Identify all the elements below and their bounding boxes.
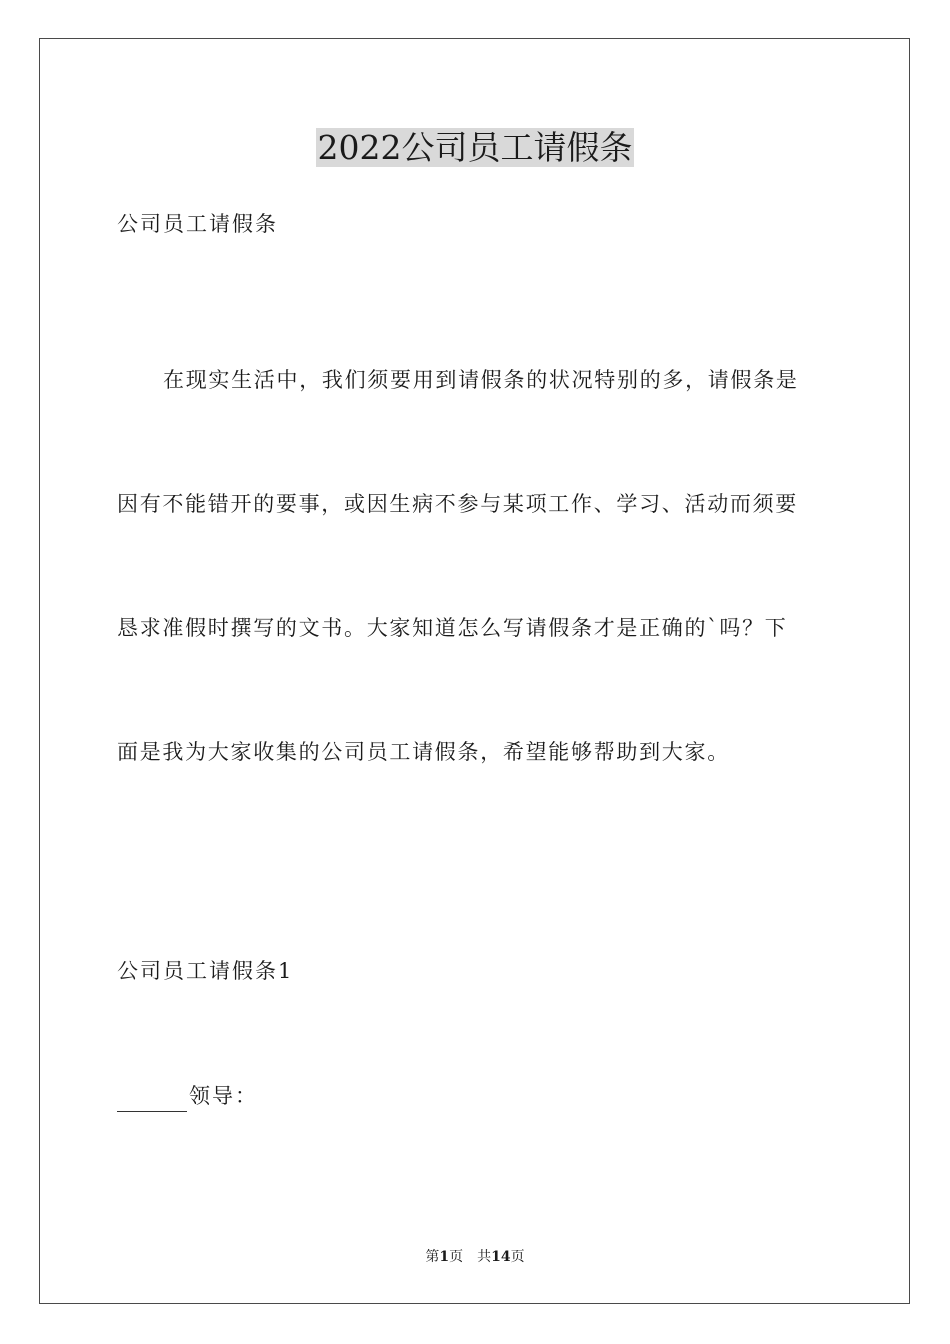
document-title-text: 2022公司员工请假条 [317,128,633,167]
total-prefix: 共 [477,1249,492,1265]
document-subtitle: 公司员工请假条 [117,212,278,236]
page-suffix: 页 [449,1249,464,1265]
salutation [117,1080,258,1112]
page-prefix: 第 [425,1249,440,1265]
total-suffix: 页 [510,1249,525,1265]
page-footer [0,1247,950,1267]
document-title [0,124,950,172]
page-number: 1 [439,1249,450,1265]
intro-line-4: 面是我为大家收集的公司员工请假条，希望能够帮助到大家。 [117,740,730,764]
intro-line-3: 恳求准假时撰写的文书。大家知道怎么写请假条才是正确的`吗？下 [117,616,788,640]
intro-line-2: 因有不能错开的要事，或因生病不参与某项工作、学习、活动而须要 [117,492,798,516]
name-blank-line [117,1087,187,1112]
salutation-text: 领导： [189,1084,258,1108]
total-pages: 14 [491,1249,511,1265]
intro-paragraph [117,318,833,814]
section-heading: 公司员工请假条1 [117,959,294,983]
intro-line-1: 在现实生活中，我们须要用到请假条的状况特别的多，请假条是 [163,368,799,392]
